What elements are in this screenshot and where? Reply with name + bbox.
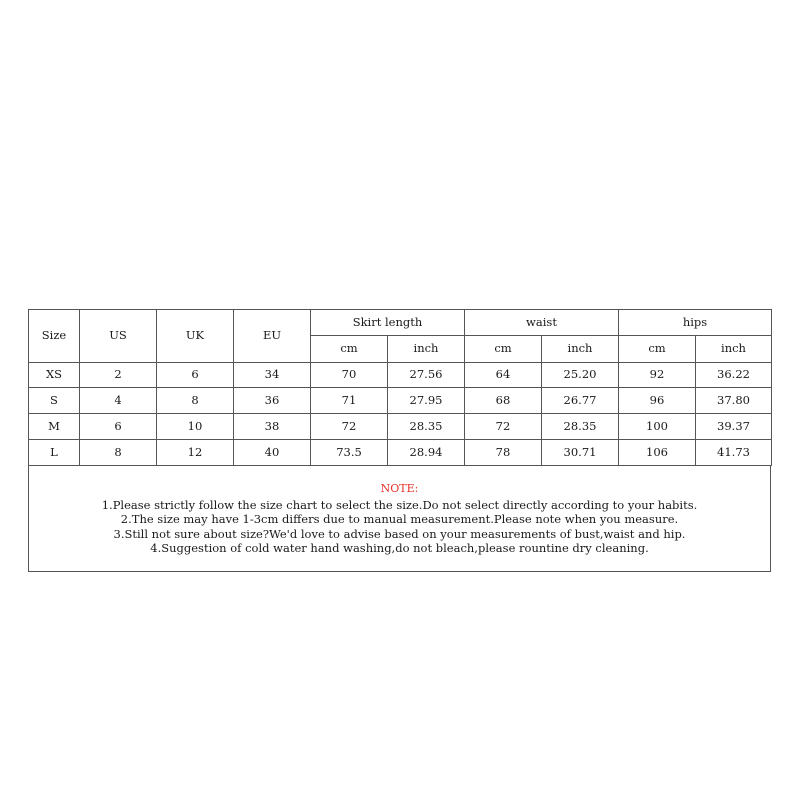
cell-hips-cm: 100 <box>619 414 696 440</box>
cell-waist-cm: 64 <box>465 363 542 388</box>
unit-waist-cm: cm <box>465 336 542 363</box>
unit-skirt-inch: inch <box>388 336 465 363</box>
cell-waist-inch: 28.35 <box>542 414 619 440</box>
note-title: NOTE: <box>380 482 419 495</box>
unit-hips-cm: cm <box>619 336 696 363</box>
cell-uk: 6 <box>157 363 234 388</box>
table-row <box>29 388 772 414</box>
cell-hips-inch: 39.37 <box>696 414 772 440</box>
header-us: US <box>80 310 157 363</box>
size-table <box>28 309 772 466</box>
cell-uk: 12 <box>157 440 234 466</box>
cell-waist-inch: 25.20 <box>542 363 619 388</box>
size-chart <box>28 309 771 572</box>
cell-size: S <box>29 388 80 414</box>
cell-hips-inch: 41.73 <box>696 440 772 466</box>
cell-skirt-cm: 71 <box>311 388 388 414</box>
cell-skirt-inch: 27.95 <box>388 388 465 414</box>
table-row <box>29 440 772 466</box>
cell-skirt-cm: 70 <box>311 363 388 388</box>
cell-hips-cm: 106 <box>619 440 696 466</box>
cell-us: 6 <box>80 414 157 440</box>
cell-eu: 34 <box>234 363 311 388</box>
cell-hips-inch: 36.22 <box>696 363 772 388</box>
cell-waist-cm: 78 <box>465 440 542 466</box>
note-line: 1.Please strictly follow the size chart to select the size.Do not select directly according to your habits. <box>101 497 698 512</box>
cell-size: M <box>29 414 80 440</box>
cell-waist-cm: 68 <box>465 388 542 414</box>
cell-skirt-inch: 28.35 <box>388 414 465 440</box>
table-row <box>29 414 772 440</box>
cell-size: L <box>29 440 80 466</box>
cell-uk: 8 <box>157 388 234 414</box>
cell-hips-cm: 92 <box>619 363 696 388</box>
unit-skirt-cm: cm <box>311 336 388 363</box>
unit-hips-inch: inch <box>696 336 772 363</box>
header-skirt-length: Skirt length <box>311 310 465 336</box>
cell-us: 4 <box>80 388 157 414</box>
header-waist: waist <box>465 310 619 336</box>
note-line: 4.Suggestion of cold water hand washing,do not bleach,please rountine dry cleaning. <box>150 541 649 555</box>
cell-waist-cm: 72 <box>465 414 542 440</box>
cell-skirt-inch: 28.94 <box>388 440 465 466</box>
notes-box <box>28 466 771 572</box>
cell-hips-inch: 37.80 <box>696 388 772 414</box>
cell-skirt-cm: 72 <box>311 414 388 440</box>
note-line: 3.Still not sure about size?We'd love to advise based on your measurements of bust,waist and hip. <box>113 526 686 541</box>
cell-size: XS <box>29 363 80 388</box>
cell-us: 2 <box>80 363 157 388</box>
header-uk: UK <box>157 310 234 363</box>
cell-waist-inch: 26.77 <box>542 388 619 414</box>
cell-eu: 38 <box>234 414 311 440</box>
header-eu: EU <box>234 310 311 363</box>
cell-eu: 36 <box>234 388 311 414</box>
cell-uk: 10 <box>157 414 234 440</box>
cell-us: 8 <box>80 440 157 466</box>
header-size: Size <box>29 310 80 363</box>
table-row <box>29 363 772 388</box>
cell-skirt-cm: 73.5 <box>311 440 388 466</box>
cell-hips-cm: 96 <box>619 388 696 414</box>
header-hips: hips <box>619 310 772 336</box>
cell-skirt-inch: 27.56 <box>388 363 465 388</box>
note-line: 2.The size may have 1-3cm differs due to manual measurement.Please note when you measure. <box>120 512 679 526</box>
unit-waist-inch: inch <box>542 336 619 363</box>
cell-waist-inch: 30.71 <box>542 440 619 466</box>
cell-eu: 40 <box>234 440 311 466</box>
